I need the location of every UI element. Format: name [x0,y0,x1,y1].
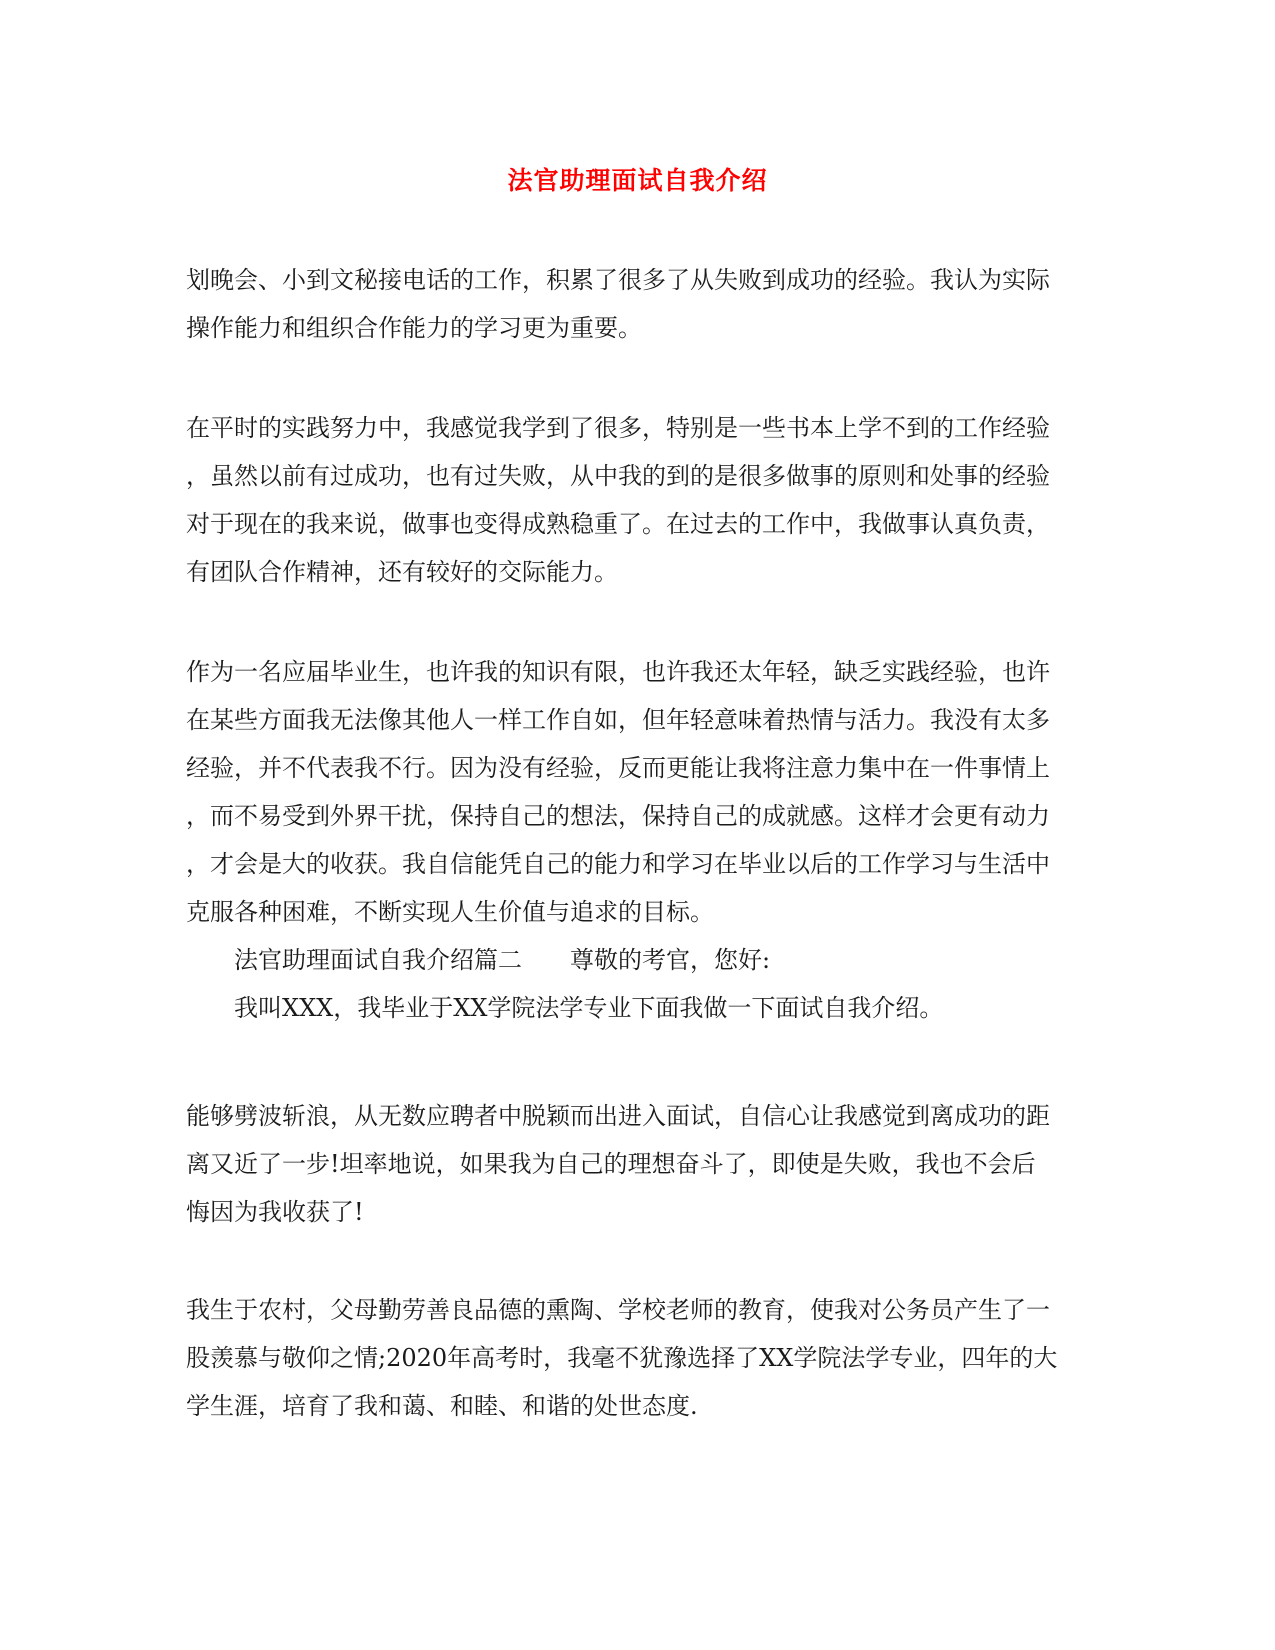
text-line: 我生于农村，父母勤劳善良品德的熏陶、学校老师的教育，使我对公务员产生了一 [186,1296,1050,1324]
text-line: 能够劈波斩浪，从无数应聘者中脱颖而出进入面试，自信心让我感觉到离成功的距 [186,1102,1050,1130]
paragraph-5 [186,1286,1091,1430]
intro-line: 我叫XXX，我毕业于XX学院法学专业下面我做一下面试自我介绍。 [234,994,944,1022]
paragraph-3 [186,648,1091,1032]
text-line: 学生涯，培育了我和蔼、和睦、和谐的处世态度. [186,1392,698,1420]
paragraph-1 [186,256,1091,352]
text-line: 经验，并不代表我不行。因为没有经验，反而更能让我将注意力集中在一件事情上 [186,754,1050,782]
text-line: 在某些方面我无法像其他人一样工作自如，但年轻意味着热情与活力。我没有太多 [186,706,1050,734]
text-line: ，才会是大的收获。我自信能凭自己的能力和学习在毕业以后的工作学习与生活中 [186,850,1050,878]
paragraph-2 [186,404,1091,596]
section-heading: 法官助理面试自我介绍篇二 [234,946,522,974]
text-line: 悔因为我收获了! [186,1198,364,1226]
text-line: ，虽然以前有过成功，也有过失败，从中我的到的是很多做事的原则和处事的经验 [186,462,1050,490]
paragraph-4 [186,1092,1091,1236]
text-line: 作为一名应届毕业生，也许我的知识有限，也许我还太年轻，缺乏实践经验，也许 [186,658,1050,686]
greeting: 尊敬的考官，您好: [570,946,771,974]
text-line: 划晚会、小到文秘接电话的工作，积累了很多了从失败到成功的经验。我认为实际 [186,266,1050,294]
text-line: 操作能力和组织合作能力的学习更为重要。 [186,314,642,342]
text-line: 在平时的实践努力中，我感觉我学到了很多，特别是一些书本上学不到的工作经验 [186,414,1050,442]
text-line: 股羡慕与敬仰之情;2020年高考时，我毫不犹豫选择了XX学院法学专业，四年的大 [186,1344,1058,1372]
text-line: 克服各种困难，不断实现人生价值与追求的目标。 [186,898,714,926]
section-heading-line [186,936,1091,984]
text-line: ，而不易受到外界干扰，保持自己的想法，保持自己的成就感。这样才会更有动力 [186,802,1050,830]
text-line: 对于现在的我来说，做事也变得成熟稳重了。在过去的工作中，我做事认真负责， [186,510,1050,538]
text-line: 离又近了一步!坦率地说，如果我为自己的理想奋斗了，即使是失败，我也不会后 [186,1150,1036,1178]
text-line: 有团队合作精神，还有较好的交际能力。 [186,558,618,586]
document-title: 法官助理面试自我介绍 [507,166,768,195]
